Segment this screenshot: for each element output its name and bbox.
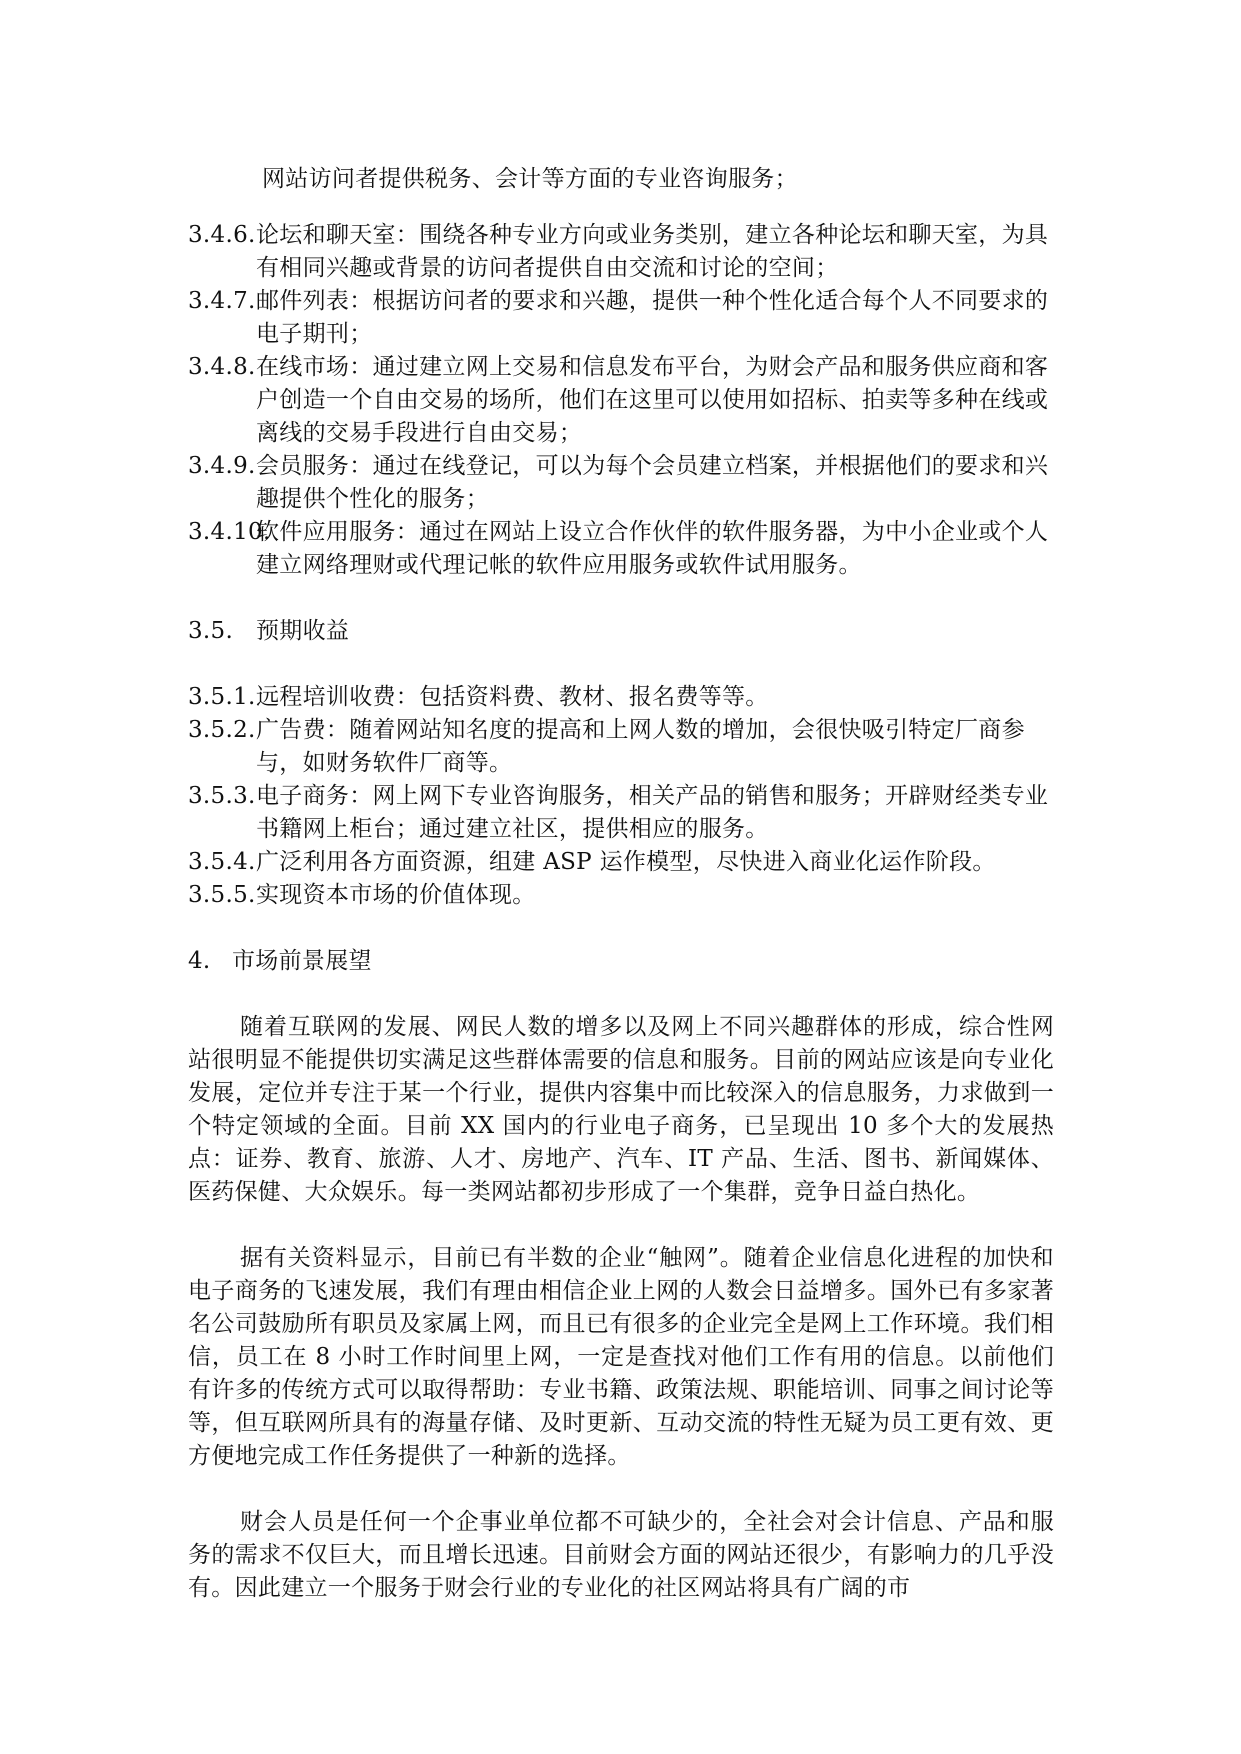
item-number: 3.4.8.: [188, 354, 256, 380]
spacer: [188, 978, 1054, 1011]
body-paragraph: 据有关资料显示，目前已有半数的企业“触网”。随着企业信息化进程的加快和电子商务的飞速发展，我们有理由相信企业上网的人数会日益增多。国外已有多家著名公司鼓励所有职员及家属上网，而且已有很多的企业完全是网上工作环境。我们相信，员工在 8 小时工作时间里上网，一定是查找对他们工作有用的信息。以前他们有许多的传统方式可以取得帮助：专业书籍、政策法规、职能培训、同事之间讨论等等，但互联网所具有的海量存储、及时更新、互动交流的特性无疑为员工更有效、更方便地完成工作任务提供了一种新的选择。: [188, 1245, 1054, 1469]
item-text: 广告费：随着网站知名度的提高和上网人数的增加，会很快吸引特定厂商参与，如财务软件厂商等。: [256, 717, 1025, 776]
item-number: 3.4.6.: [188, 222, 256, 248]
list-item-3-5-3: [188, 780, 1054, 846]
list-item-3-4-7: [188, 285, 1054, 351]
item-text: 会员服务：通过在线登记，可以为每个会员建立档案，并根据他们的要求和兴趣提供个性化的服务；: [256, 453, 1049, 512]
list-item-3-4-10: [188, 516, 1054, 582]
item-text: 在线市场：通过建立网上交易和信息发布平台，为财会产品和服务供应商和客户创造一个自由交易的场所，他们在这里可以使用如招标、拍卖等多种在线或离线的交易手段进行自由交易；: [256, 354, 1049, 446]
item-text: 电子商务：网上网下专业咨询服务，相关产品的销售和服务；开辟财经类专业书籍网上柜台；通过建立社区，提供相应的服务。: [256, 783, 1049, 842]
item-number: 3.5.2.: [188, 717, 256, 743]
continuation-line: 网站访问者提供税务、会计等方面的专业咨询服务；: [262, 166, 798, 192]
item-text: 广泛利用各方面资源，组建 ASP 运作模型，尽快进入商业化运作阶段。: [256, 849, 996, 875]
body-paragraph: 财会人员是任何一个企事业单位都不可缺少的，全社会对会计信息、产品和服务的需求不仅巨大，而且增长迅速。目前财会方面的网站还很少，有影响力的几乎没有。因此建立一个服务于财会行业的专业化的社区网站将具有广阔的市: [188, 1509, 1054, 1601]
list-item-3-4-6: [188, 219, 1054, 285]
list-item-3-5-5: [188, 879, 1054, 912]
item-text: 实现资本市场的价值体现。: [256, 882, 536, 908]
body-paragraph: 随着互联网的发展、网民人数的增多以及网上不同兴趣群体的形成，综合性网站很明显不能提供切实满足这些群体需要的信息和服务。目前的网站应该是向专业化发展，定位并专注于某一个行业，提供内容集中而比较深入的信息服务，力求做到一个特定领域的全面。目前 XX 国内的行业电子商务，已呈现出 10 多个大的发展热点：证券、教育、旅游、人才、房地产、汽车、IT 产品、生活、图书、新闻媒体、医药保健、大众娱乐。每一类网站都初步形成了一个集群，竞争日益白热化。: [188, 1014, 1054, 1205]
list-item-3-4-8: [188, 351, 1054, 450]
section-title: 市场前景展望: [232, 948, 372, 974]
item-number: 3.5.4.: [188, 849, 256, 875]
spacer: [188, 1209, 1054, 1242]
section-heading-3-5: [188, 615, 1054, 648]
section-heading-4: [188, 945, 1054, 978]
list-item-3-5-1: [188, 681, 1054, 714]
item-text: 邮件列表：根据访问者的要求和兴趣，提供一种个性化适合每个人不同要求的电子期刊；: [256, 288, 1049, 347]
spacer: [188, 582, 1054, 615]
list-item-3-4-9: [188, 450, 1054, 516]
item-number: 3.4.10.: [188, 519, 271, 545]
section-number: 3.5.: [188, 618, 234, 644]
spacer: [188, 912, 1054, 945]
section-number: 4.: [188, 948, 211, 974]
spacer: [188, 648, 1054, 681]
document-body: [188, 140, 1054, 1605]
item-number: 3.4.9.: [188, 453, 256, 479]
item-number: 3.5.1.: [188, 684, 256, 710]
list-item-3-5-4: [188, 846, 1054, 879]
item-number: 3.5.3.: [188, 783, 256, 809]
item-text: 远程培训收费：包括资料费、教材、报名费等等。: [256, 684, 769, 710]
list-item-3-5-2: [188, 714, 1054, 780]
spacer: [188, 1473, 1054, 1506]
item-number: 3.4.7.: [188, 288, 256, 314]
section-title: 预期收益: [256, 618, 350, 644]
item-number: 3.5.5.: [188, 882, 256, 908]
item-text: 软件应用服务：通过在网站上设立合作伙伴的软件服务器，为中小企业或个人建立网络理财或代理记帐的软件应用服务或软件试用服务。: [256, 519, 1049, 578]
item-text: 论坛和聊天室：围绕各种专业方向或业务类别，建立各种论坛和聊天室，为具有相同兴趣或背景的访问者提供自由交流和讨论的空间；: [256, 222, 1049, 281]
